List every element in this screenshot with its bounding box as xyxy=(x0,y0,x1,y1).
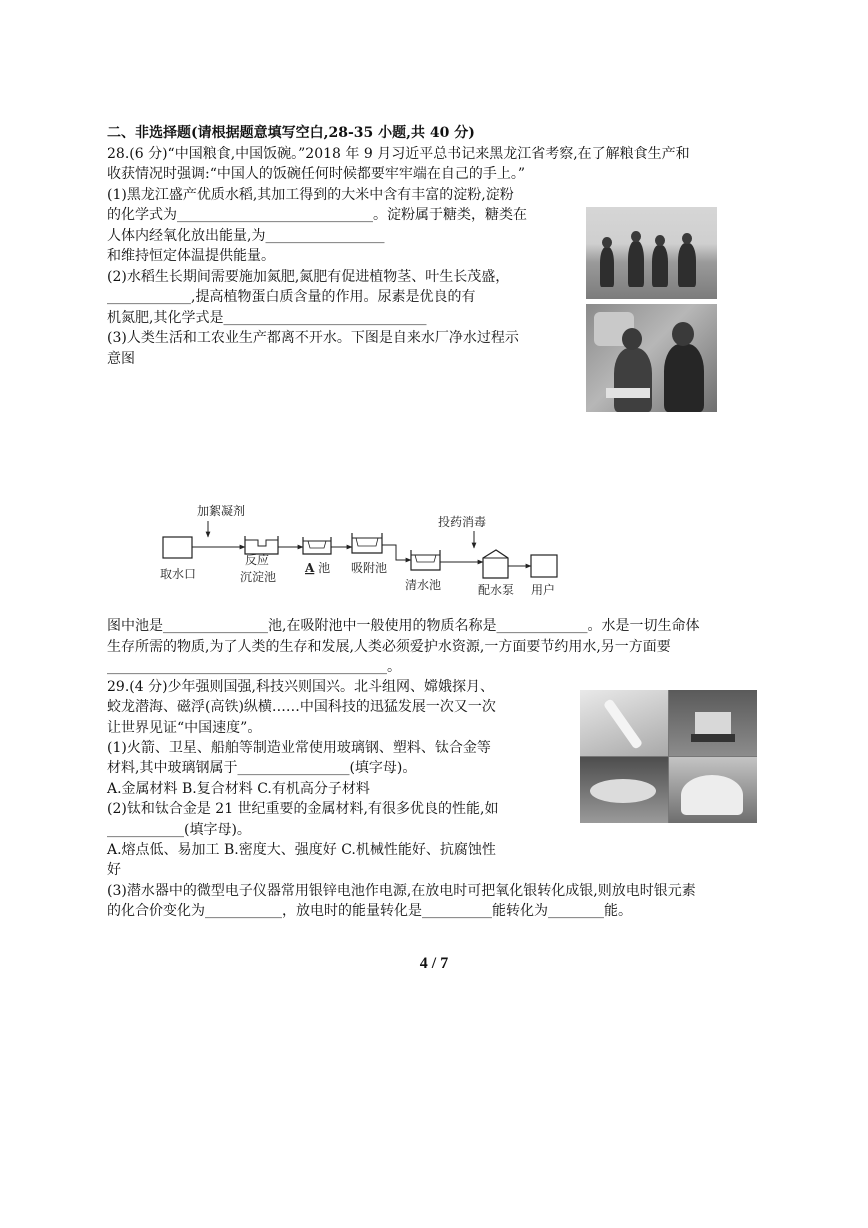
q29-line: A.熔点低、易加工 B.密度大、强度好 C.机械性能好、抗腐蚀性 xyxy=(107,841,496,858)
q29-line: 材料,其中玻璃钢属于________________(填字母)。 xyxy=(107,760,417,777)
adsorption-tank xyxy=(352,533,382,553)
label-tank-a xyxy=(304,560,330,575)
q28-line: (3)人类生活和工农业生产都离不开水。下图是自来水厂净水过程示 xyxy=(107,330,519,347)
q29-line: (1)火箭、卫星、船舶等制造业常使用玻璃钢、塑料、钛合金等 xyxy=(107,740,491,757)
photo-submersible xyxy=(580,757,668,823)
q28-line: (1)黑龙江盛产优质水稻,其加工得到的大米中含有丰富的淀粉,淀粉 xyxy=(107,186,514,203)
q28-line: 机氮肥,其化学式是_____________________________ xyxy=(107,309,427,326)
label-disinfect: 投药消毒 xyxy=(438,515,487,529)
water-treatment-diagram xyxy=(150,500,570,600)
photo-inspection-indoor xyxy=(586,304,717,412)
q29-line: 让世界见证“中国速度”。 xyxy=(107,719,262,736)
tank-a-suffix: 池 xyxy=(314,561,331,575)
q28-after-line: ________________________________________。 xyxy=(107,659,401,675)
user-box xyxy=(531,555,557,577)
q28-line: 和维持恒定体温提供能量。 xyxy=(107,248,275,265)
flow-arrow xyxy=(382,545,411,560)
label-reaction: 反应 xyxy=(245,553,270,567)
q29-line: (3)潜水器中的微型电子仪器常用银锌电池作电源,在放电时可把氧化银转化成银,则放电时银元素 xyxy=(107,882,696,899)
tank-a-letter: A xyxy=(305,561,315,575)
q28-line: 人体内经氧化放出能量,为_________________ xyxy=(107,227,385,244)
label-pump: 配水泵 xyxy=(478,583,515,597)
label-adsorption: 吸附池 xyxy=(351,561,388,575)
q28-line: 28.(6 分)“中国粮食,中国饭碗。”2018 年 9 月习近平总书记来黑龙江省考察,在了解粮食生产和 xyxy=(107,145,690,162)
q29-line: 蛟龙潜海、磁浮(高铁)纵横……中国科技的迅猛发展一次又一次 xyxy=(107,699,496,716)
q29-line: (2)钛和钛合金是 21 世纪重要的金属材料,有很多优良的性能,如 xyxy=(107,801,499,818)
q28-line: 的化学式为____________________________。淀粉属于糖类，糖类在 xyxy=(107,207,527,224)
label-user: 用户 xyxy=(531,583,556,597)
distribution-pump xyxy=(483,550,508,578)
q28-line: (2)水稻生长期间需要施加氮肥,氮肥有促进植物茎、叶生长茂盛， xyxy=(107,268,510,285)
section-heading: 二、非选择题(请根据题意填写空白,28-35 小题,共 40 分) xyxy=(107,125,475,141)
photo-lunar-rover xyxy=(669,690,757,756)
tank-a xyxy=(303,537,331,554)
label-clear-water: 清水池 xyxy=(405,578,442,592)
intake-box xyxy=(163,537,192,558)
q29-line: A.金属材料 B.复合材料 C.有机高分子材料 xyxy=(107,780,370,797)
label-intake: 取水口 xyxy=(160,567,197,581)
photo-technology-collage xyxy=(580,690,757,823)
q29-line: 好 xyxy=(107,862,121,879)
q28-line: ____________,提高植物蛋白质含量的作用。尿素是优良的有 xyxy=(107,289,476,306)
q28-line: 收获情况时强调:“中国人的饭碗任何时候都要牢牢端在自己的手上。” xyxy=(107,166,526,183)
q29-line: 29.(4 分)少年强则国强,科技兴则国兴。北斗组网、嫦娥探月、 xyxy=(107,679,494,695)
photo-rocket xyxy=(580,690,668,756)
q29-line: 的化合价变化为___________，放电时的能量转化是__________能转化为________能。 xyxy=(107,902,632,919)
photo-train xyxy=(669,757,757,823)
page-number: 4 / 7 xyxy=(419,955,449,972)
photo-inspection-field xyxy=(586,207,717,299)
reaction-sedimentation-tank xyxy=(245,536,278,554)
q28-after-line: 生存所需的物质,为了人类的生存和发展,人类必须爱护水资源,一方面要节约用水,另一方面要 xyxy=(107,638,671,655)
clear-water-tank xyxy=(411,550,440,570)
label-sedimentation: 沉淀池 xyxy=(240,570,277,584)
q28-after-line: 图中池是_______________池,在吸附池中一般使用的物质名称是_____________。水是一切生命体 xyxy=(107,618,700,634)
label-add-coagulant: 加絮凝剂 xyxy=(197,504,246,518)
question-28-continued xyxy=(107,616,699,678)
q29-line: ___________(填字母)。 xyxy=(107,821,251,838)
q28-line: 意图 xyxy=(107,351,135,368)
